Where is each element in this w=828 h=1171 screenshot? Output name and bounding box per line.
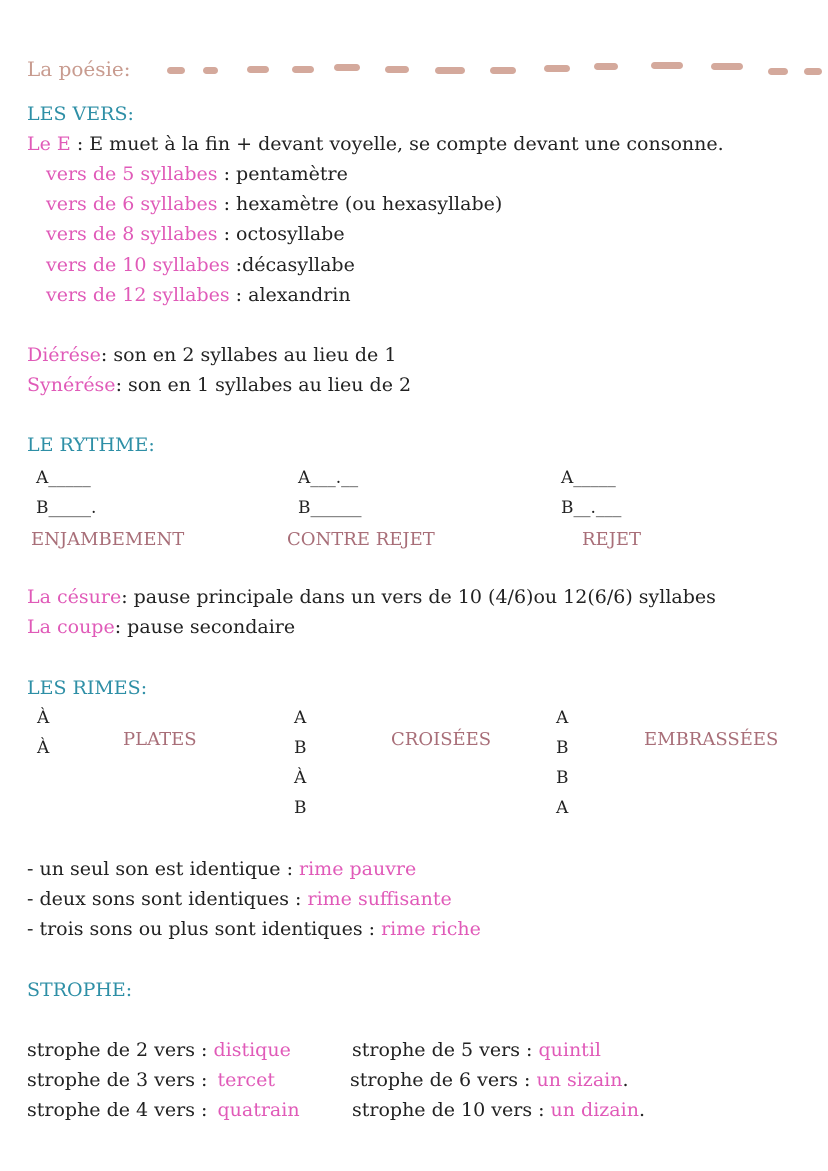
- rythme-line: A_____: [36, 468, 91, 488]
- rime-letter: À: [37, 708, 50, 728]
- rimes-heading: LES RIMES:: [27, 677, 148, 699]
- rime-type-item: - deux sons sont identiques : rime suffisante: [27, 888, 452, 910]
- strophe-item: strophe de 4 vers : quatrain: [27, 1099, 300, 1121]
- vers-item: vers de 6 syllabes : hexamètre (ou hexasyllabe): [46, 193, 503, 215]
- strophe-item: strophe de 2 vers : distique: [27, 1039, 291, 1061]
- rime-letter: A: [556, 708, 569, 728]
- rime-letter: A: [294, 708, 307, 728]
- rime-label-croisees: CROISÉES: [391, 729, 492, 750]
- rythme-line: B__.___: [561, 498, 622, 518]
- rime-label-plates: PLATES: [123, 729, 197, 750]
- strophe-item: strophe de 5 vers : quintil: [352, 1039, 601, 1061]
- vers-item: vers de 8 syllabes : octosyllabe: [46, 223, 345, 245]
- rime-letter: B: [294, 798, 307, 818]
- rime-letter: B: [556, 768, 569, 788]
- strophe-heading: STROPHE:: [27, 979, 133, 1001]
- rime-letter: A: [556, 798, 569, 818]
- synerese-line: Synérése: son en 1 syllabes au lieu de 2: [27, 374, 412, 396]
- strophe-item: strophe de 10 vers : un dizain.: [352, 1099, 645, 1121]
- vers-heading: LES VERS:: [27, 103, 134, 125]
- rime-type-item: - un seul son est identique : rime pauvre: [27, 858, 417, 880]
- rythme-line: B_____.: [36, 498, 97, 518]
- vers-item: vers de 10 syllabes :décasyllabe: [46, 254, 355, 276]
- rime-label-embrassees: EMBRASSÉES: [644, 729, 779, 750]
- e-muet-def: : E muet à la fin + devant voyelle, se compte devant une consonne.: [70, 133, 724, 155]
- rythme-label: CONTRE REJET: [287, 529, 435, 550]
- rythme-line: B______: [298, 498, 362, 518]
- rythme-label: REJET: [582, 529, 642, 550]
- rythme-label: ENJAMBEMENT: [31, 529, 185, 550]
- vers-item: vers de 12 syllabes : alexandrin: [46, 284, 351, 306]
- page-title: La poésie:: [27, 57, 131, 81]
- rime-letter: B: [294, 738, 307, 758]
- e-muet-line: [27, 132, 724, 156]
- strophe-item: strophe de 6 vers : un sizain.: [350, 1069, 629, 1091]
- rime-letter: B: [556, 738, 569, 758]
- dierese-line: Diérése: son en 2 syllabes au lieu de 1: [27, 344, 397, 366]
- rime-letter: À: [294, 768, 307, 788]
- strophe-item: strophe de 3 vers : tercet: [27, 1069, 275, 1091]
- coupe-line: La coupe: pause secondaire: [27, 616, 296, 638]
- e-muet-term: Le E: [27, 133, 71, 155]
- cesure-line: La césure: pause principale dans un vers de 10 (4/6)ou 12(6/6) syllabes: [27, 586, 716, 608]
- vers-item: vers de 5 syllabes : pentamètre: [46, 163, 348, 185]
- rythme-line: A___.__: [298, 468, 359, 488]
- rime-letter: À: [37, 738, 50, 758]
- rime-type-item: - trois sons ou plus sont identiques : rime riche: [27, 918, 481, 940]
- rythme-line: A_____: [561, 468, 616, 488]
- rythme-heading: LE RYTHME:: [27, 434, 155, 456]
